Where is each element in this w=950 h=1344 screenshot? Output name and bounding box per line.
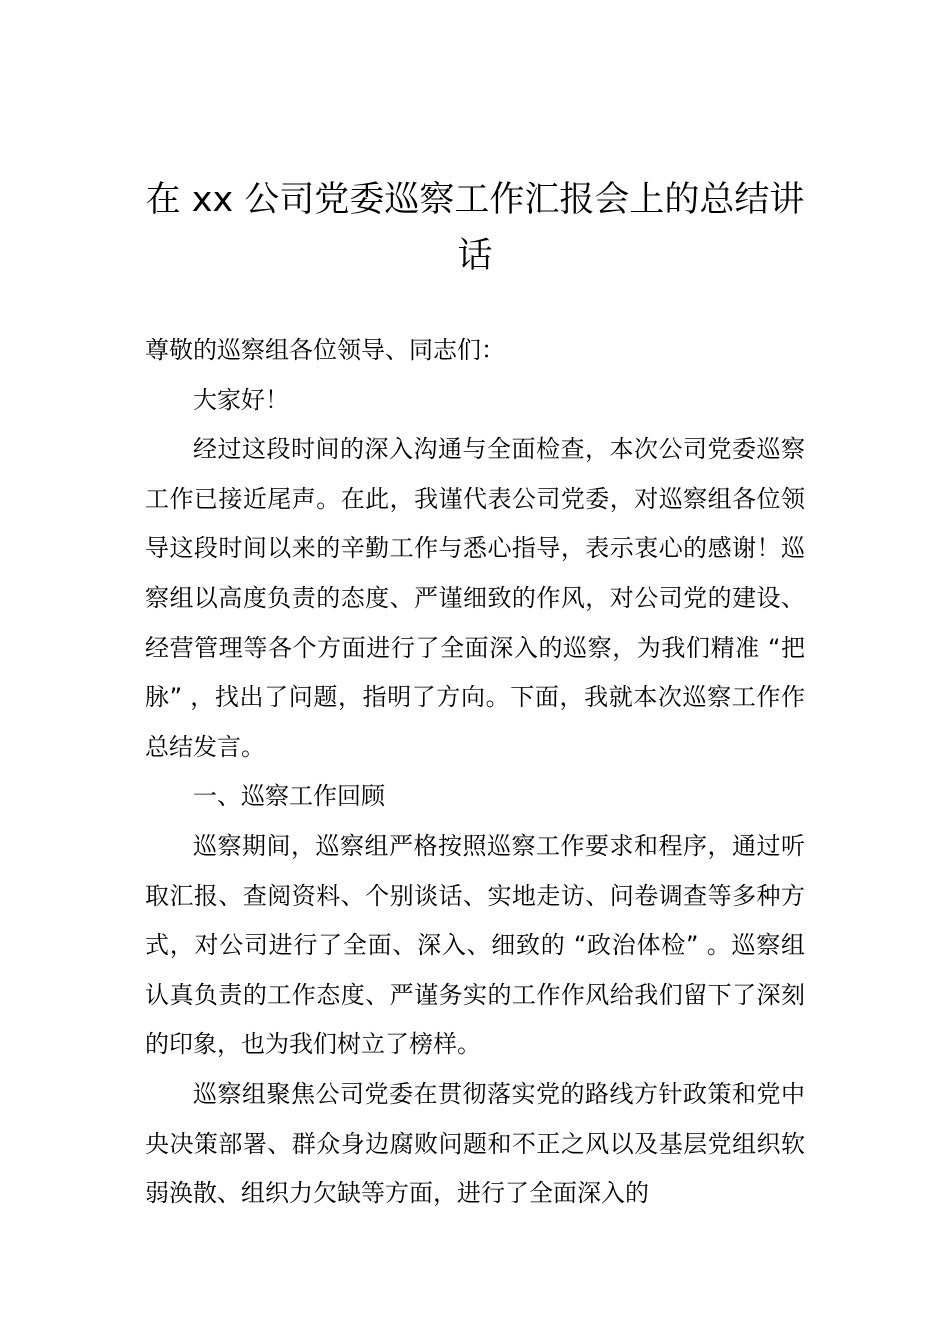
paragraph-review: 巡察期间，巡察组严格按照巡察工作要求和程序，通过听取汇报、查阅资料、个别谈话、实地走访、问卷调查等多种方式，对公司进行了全面、深入、细致的 “政治体检” 。巡察组认真负责的工作态度、严谨务实的工作作风给我们留下了深刻的印象，也为我们树立了榜样。 xyxy=(145,831,805,1059)
greeting: 大家好！ xyxy=(193,385,289,414)
paragraph-focus: 巡察组聚焦公司党委在贯彻落实党的路线方针政策和党中央决策部署、群众身边腐败问题和不正之风以及基层党组织软弱涣散、组织力欠缺等方面，进行了全面深入的 xyxy=(145,1079,805,1208)
document-body xyxy=(145,326,805,1219)
salutation: 尊敬的巡察组各位领导、同志们： xyxy=(145,336,505,364)
document-title: 在 xx 公司党委巡察工作汇报会上的总结讲话 xyxy=(145,180,805,276)
section-heading: 一、巡察工作回顾 xyxy=(193,782,385,811)
paragraph-intro: 经过这段时间的深入沟通与全面检查，本次公司党委巡察工作已接近尾声。在此，我谨代表公司党委，对巡察组各位领导这段时间以来的辛勤工作与悉心指导，表示衷心的感谢！巡察组以高度负责的态度、严谨细致的作风，对公司党的建设、经营管理等各个方面进行了全面深入的巡察，为我们精准 “把脉” ，找出了问题，指明了方向。下面，我就本次巡察工作作总结发言。 xyxy=(145,435,805,761)
